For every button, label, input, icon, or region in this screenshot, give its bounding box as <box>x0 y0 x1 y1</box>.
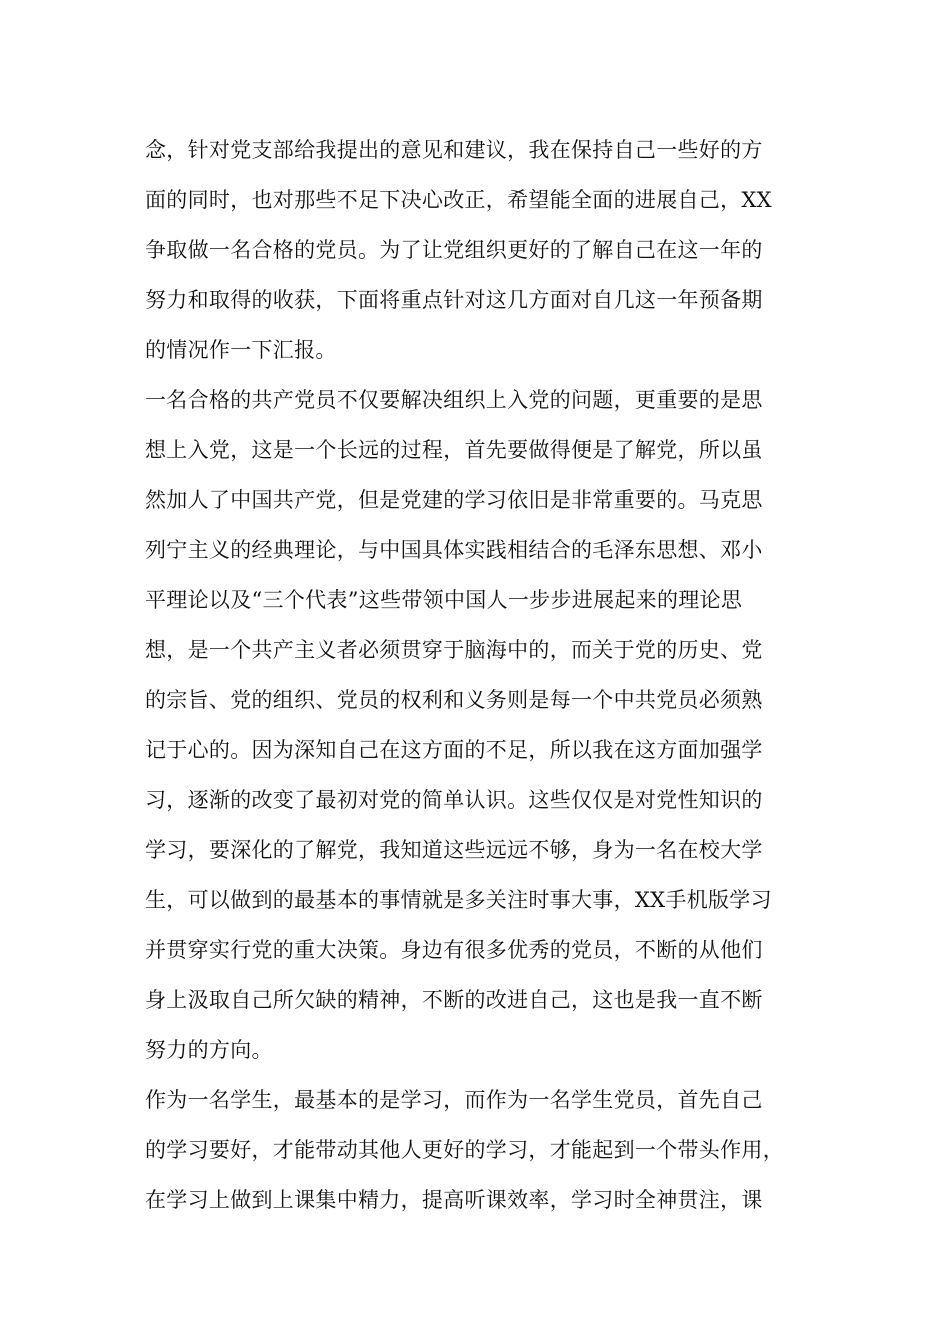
text-line: 努力和取得的收获，下面将重点针对这几方面对自几这一年预备期 <box>145 288 763 312</box>
text-line: 生，可以做到的最基本的事情就是多关注时事大事，XX手机版学习 <box>145 888 772 912</box>
paragraph <box>145 375 825 1075</box>
text-line: 身上汲取自己所欠缺的精神，不断的改进自己，这也是我一直不断 <box>145 988 763 1012</box>
text-line: 想，是一个共产主义者必须贯穿于脑海中的，而关于党的历史、党 <box>145 638 763 662</box>
text-line: 学习，要深化的了解党，我知道这些远远不够，身为一名在校大学 <box>145 838 763 862</box>
paragraph <box>145 125 825 375</box>
paragraph <box>145 1075 825 1225</box>
text-line: 面的同时，也对那些不足下决心改正，希望能全面的进展自己，XX <box>145 188 772 212</box>
text-line: 作为一名学生，最基本的是学习，而作为一名学生党员，首先自己 <box>145 1088 763 1112</box>
text-line: 念，针对党支部给我提出的意见和建议，我在保持自己一些好的方 <box>145 138 763 162</box>
text-line: 然加人了中国共产党，但是党建的学习依旧是非常重要的。马克思 <box>145 488 763 512</box>
text-line: 努力的方向。 <box>145 1038 273 1062</box>
text-line: 的学习要好，才能带动其他人更好的学习，才能起到一个带头作用， <box>145 1138 784 1162</box>
text-line: 记于心的。因为深知自己在这方面的不足，所以我在这方面加强学 <box>145 738 763 762</box>
text-line: 的情况作一下汇报。 <box>145 338 337 362</box>
text-line: 并贯穿实行党的重大决策。身边有很多优秀的党员，不断的从他们 <box>145 938 763 962</box>
text-line: 争取做一名合格的党员。为了让党组织更好的了解自己在这一年的 <box>145 238 763 262</box>
text-line: 想上入党，这是一个长远的过程，首先要做得便是了解党，所以虽 <box>145 438 763 462</box>
text-line: 列宁主义的经典理论，与中国具体实践相结合的毛泽东思想、邓小 <box>145 538 763 562</box>
text-line: 一名合格的共产党员不仅要解决组织上入党的问题，更重要的是思 <box>145 388 763 412</box>
text-line: 的宗旨、党的组织、党员的权利和义务则是每一个中共党员必须熟 <box>145 688 763 712</box>
document-body <box>145 125 825 1225</box>
text-line: 平理论以及“三个代表”这些带领中国人一步步进展起来的理论思 <box>145 588 743 612</box>
text-line: 在学习上做到上课集中精力，提高听课效率，学习时全神贯注，课 <box>145 1188 763 1212</box>
text-line: 习，逐渐的改变了最初对党的简单认识。这些仅仅是对党性知识的 <box>145 788 763 812</box>
